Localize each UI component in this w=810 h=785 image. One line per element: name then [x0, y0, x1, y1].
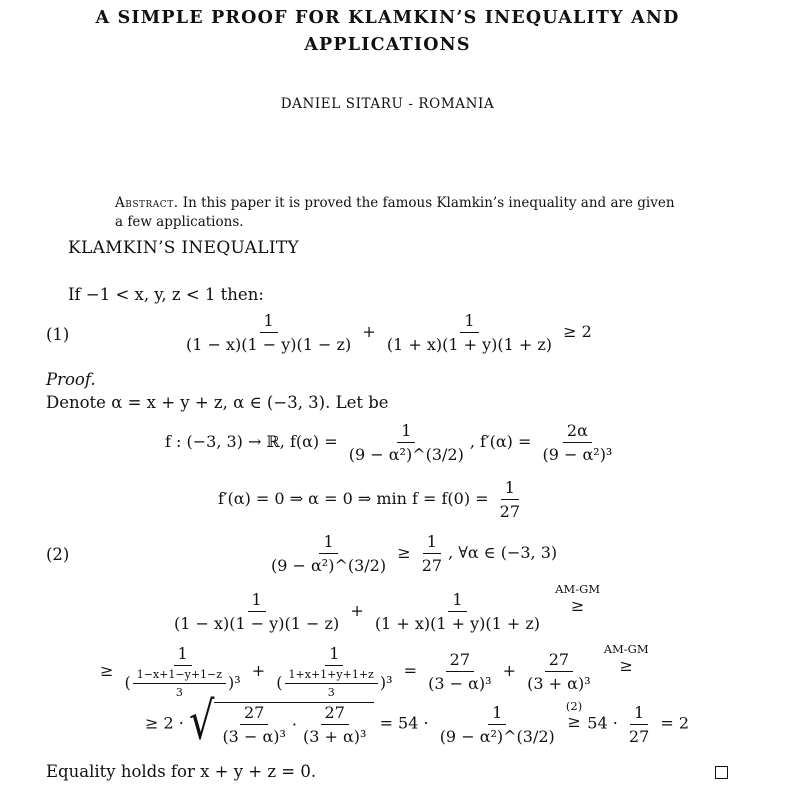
line4-r1-num: 27: [446, 650, 474, 672]
line4-num-a: 1: [174, 644, 192, 666]
line4-num-b: 1: [325, 644, 343, 666]
f-def-num: 1: [397, 421, 415, 443]
eq1-num-b: 1: [460, 311, 478, 333]
eq2-rden: 27: [421, 556, 443, 575]
amgm-label-2: AM-GM: [603, 642, 649, 657]
sqrt-sign-icon: √: [188, 691, 215, 752]
abstract-text: In this paper it is proved the famous Klamkin’s inequality and are given a few applications.: [115, 195, 675, 230]
equality-text: Equality holds for x + y + z = 0.: [46, 762, 317, 781]
equation-1: [180, 311, 592, 354]
line5-r2-num: 27: [321, 703, 349, 725]
qed-square-icon: [715, 766, 728, 779]
author: DANIEL SITARU - ROMANIA: [280, 96, 495, 112]
line5-start: ≥ 2 ·: [145, 713, 184, 733]
line5-end: = 2: [660, 713, 690, 733]
eq2-rnum: 1: [423, 532, 441, 554]
line4-inner-b: 1+x+1+y+1+z: [285, 668, 378, 684]
line4-inner-a: 1−x+1−y+1−z: [133, 668, 226, 684]
amgm-label-1: AM-GM: [555, 582, 601, 597]
deriv-text: f′(α) = 0 ⇒ α = 0 ⇒ min f = f(0) =: [218, 489, 489, 508]
line4-plus: +: [251, 661, 266, 680]
line4-three-b: 3: [327, 686, 335, 699]
line3-den-b: (1 + x)(1 + y)(1 + z): [374, 614, 541, 633]
deriv-den: 27: [499, 502, 521, 521]
line3-num-b: 1: [448, 590, 466, 612]
equation-1-label: (1): [46, 325, 70, 344]
intro-text: If −1 < x, y, z < 1 then:: [68, 285, 264, 304]
line5-r-den: 27: [628, 726, 650, 746]
denote-text: Denote α = x + y + z, α ∈ (−3, 3). Let be: [46, 393, 389, 412]
deriv-num: 1: [501, 478, 519, 500]
line5-r1-den: (3 − α)³: [222, 727, 286, 746]
f-def-mid: , f′(α) =: [469, 432, 532, 451]
line5-r-num: 1: [630, 703, 648, 725]
line5-f-num: 1: [488, 703, 506, 725]
paper-title-line2: APPLICATIONS: [304, 35, 471, 55]
amgm-geq-1: ≥: [570, 595, 585, 615]
eq1-num-a: 1: [260, 311, 278, 333]
paper-title-line1: A SIMPLE PROOF FOR KLAMKIN’S INEQUALITY AND: [95, 8, 680, 28]
equation-2-label: (2): [46, 545, 70, 564]
eq2-num: 1: [319, 532, 337, 554]
eq2-geq: ≥: [397, 543, 411, 562]
line4-plus-2: +: [502, 661, 517, 680]
amgm-geq-2: ≥: [619, 655, 633, 675]
line4-three-a: 3: [175, 686, 183, 699]
line4-r2-den: (3 + α)³: [527, 674, 591, 693]
line4-r1-den: (3 − α)³: [428, 674, 492, 693]
eq1-den-b: (1 + x)(1 + y)(1 + z): [386, 335, 553, 354]
line4-r2-num: 27: [545, 650, 573, 672]
abstract: [115, 194, 675, 232]
eq1-plus: +: [362, 322, 376, 341]
eq1-den-a: (1 − x)(1 − y)(1 − z): [186, 335, 352, 354]
proof-label: Proof.: [46, 370, 96, 389]
line5-r1-num: 27: [240, 703, 268, 725]
line5-tail1: 54 ·: [587, 713, 618, 733]
derivative-line: [218, 478, 526, 521]
fprime-den: (9 − α²)³: [542, 445, 613, 464]
line5-mid: = 54 ·: [379, 713, 429, 733]
line3-den-a: (1 − x)(1 − y)(1 − z): [174, 614, 340, 633]
eq1-rhs: ≥ 2: [563, 322, 592, 341]
eq2-tail: , ∀α ∈ (−3, 3): [448, 543, 558, 562]
sqrt: √ $\frac{27}{\text{(3 − α)³}}$ · $\frac{27}{\text{(3 + α)³}}$: [189, 702, 375, 746]
equation-2: [265, 532, 557, 575]
section-title: KLAMKIN’S INEQUALITY: [68, 238, 300, 258]
line5-f-den: (9 − α²)^(3/2): [439, 726, 555, 746]
line4-geq: ≥: [100, 661, 114, 680]
line3-num-a: 1: [248, 590, 266, 612]
proof-line-amgm: ≥ 1 ( $\frac{1-x+1-y+1-z}{3}$ )³ + 1 ( $\frac{1+x+1+y+1+z}{3}$ )³ = $\frac{27}{\text{(3 − α)³}}$ + $\frac{27}{\text{(3 + α)³}}$ AM-GM ≥: [100, 642, 649, 699]
line5-ref: (2): [565, 698, 583, 713]
eq2-den: (9 − α²)^(3/2): [271, 556, 387, 575]
abstract-label: Abstract.: [115, 195, 179, 211]
f-def-lhs: f : (−3, 3) → ℝ, f(α) =: [165, 432, 338, 451]
fprime-num: 2α: [563, 421, 592, 443]
f-definition: [165, 421, 618, 464]
line3-plus: +: [350, 601, 364, 620]
f-def-den: (9 − α²)^(3/2): [348, 445, 464, 464]
proof-line-final: [145, 691, 690, 752]
line5-r2-den: (3 + α)³: [303, 727, 367, 746]
line5-geq: ≥: [567, 712, 581, 732]
line4-eq: =: [403, 661, 417, 680]
proof-line-sum: [168, 582, 601, 633]
